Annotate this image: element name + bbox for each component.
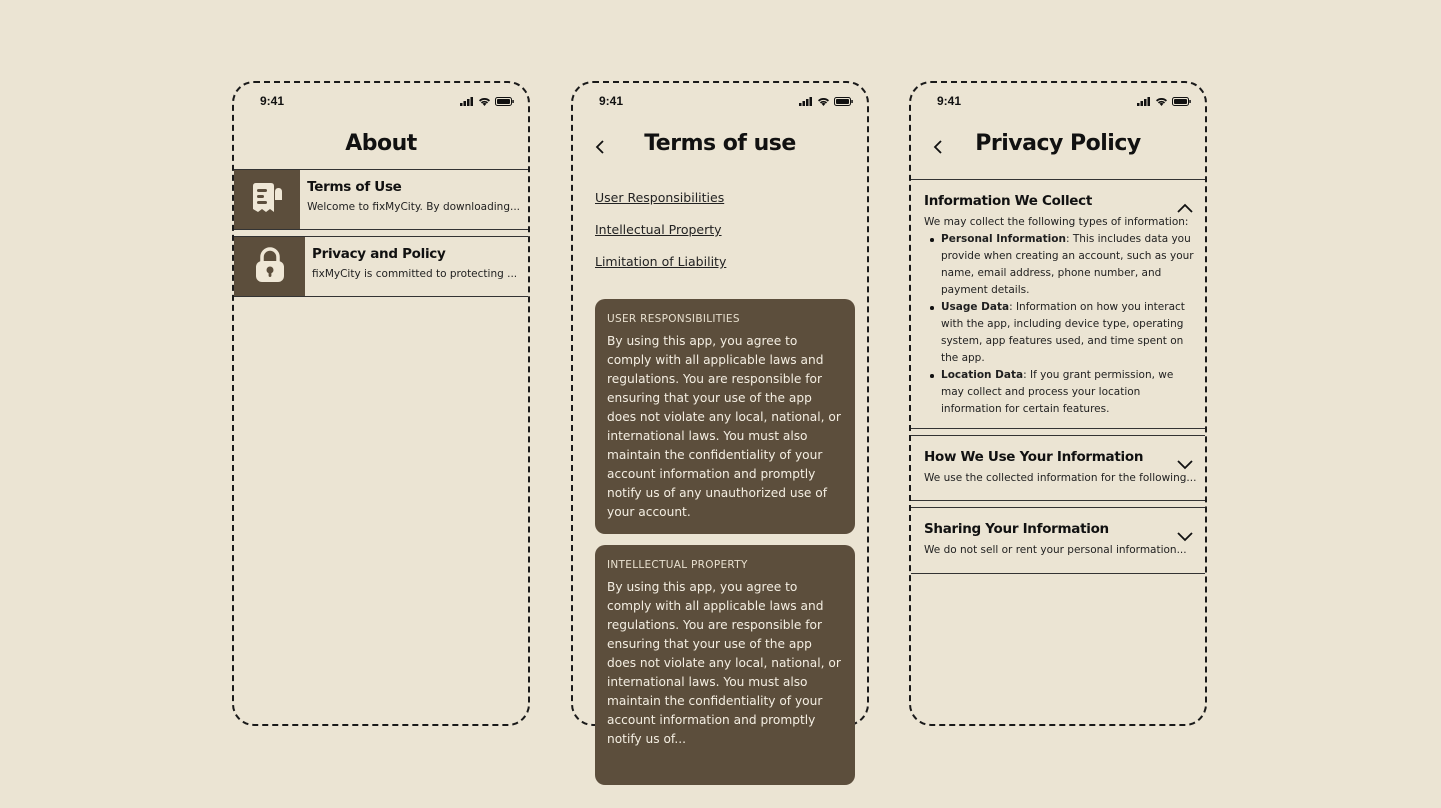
- receipt-icon: [249, 180, 285, 220]
- status-time: 9:41: [937, 94, 962, 108]
- status-time: 9:41: [260, 94, 285, 108]
- chevron-down-icon[interactable]: [1177, 455, 1193, 465]
- accordion-how-we-use-your-information[interactable]: [911, 435, 1205, 501]
- signal-icon: [460, 97, 474, 106]
- list-item: Usage Data: Information on how you interact with the app, including device type, operating system, app features used, and time spent on the app.: [924, 299, 1195, 367]
- link-user-responsibilities[interactable]: User Responsibilities: [595, 190, 725, 205]
- signal-icon: [799, 97, 813, 106]
- accordion-intro: We may collect the following types of information:: [924, 216, 1189, 228]
- about-item-privacy-policy[interactable]: [234, 236, 528, 297]
- chevron-down-icon[interactable]: [1177, 527, 1193, 537]
- status-time: 9:41: [599, 94, 624, 108]
- wifi-icon: [1155, 97, 1168, 106]
- accordion-desc: We do not sell or rent your personal information...: [924, 544, 1187, 556]
- page-title: Privacy Policy: [975, 131, 1141, 156]
- about-item-title: Privacy and Policy: [312, 246, 446, 262]
- privacy-screen: [909, 81, 1207, 726]
- accordion-sharing-your-information[interactable]: [911, 507, 1205, 573]
- accordion-desc: We use the collected information for the following...: [924, 472, 1197, 484]
- page-title: Terms of use: [644, 131, 796, 156]
- wifi-icon: [478, 97, 491, 106]
- list-item: Personal Information: This includes data you provide when creating an account, such as your name, email address, phone number, and payment details.: [924, 231, 1195, 299]
- terms-card-user-responsibilities: [595, 299, 855, 534]
- lock-icon: [252, 246, 288, 288]
- battery-icon: [495, 97, 514, 106]
- about-item-title: Terms of Use: [307, 179, 402, 195]
- signal-icon: [1137, 97, 1151, 106]
- info-bullet-list: [924, 231, 1195, 418]
- divider: [911, 500, 1205, 501]
- card-heading: USER RESPONSIBILITIES: [607, 313, 740, 325]
- list-item: Location Data: If you grant permission, we may collect and process your location information for certain features.: [924, 367, 1195, 418]
- status-bar: [234, 83, 528, 123]
- about-item-terms-of-use[interactable]: [234, 169, 528, 230]
- accordion-title: How We Use Your Information: [924, 449, 1144, 465]
- page-title: About: [345, 131, 417, 156]
- about-item-desc: Welcome to fixMyCity. By downloading...: [307, 201, 520, 213]
- link-limitation-of-liability[interactable]: Limitation of Liability: [595, 254, 727, 269]
- about-screen: [232, 81, 530, 726]
- card-body: By using this app, you agree to comply with all applicable laws and regulations. You are responsible for ensuring that your use of the app does not violate any local, national, or international laws. You must also maintain the confidentiality of your account information and promptly notify us of any unauthorized use of your account.: [607, 334, 841, 519]
- card-heading: INTELLECTUAL PROPERTY: [607, 559, 748, 571]
- wifi-icon: [817, 97, 830, 106]
- card-body: By using this app, you agree to comply with all applicable laws and regulations. You are responsible for ensuring that your use of the app does not violate any local, national, or international laws. You must also maintain the confidentiality of your account information and promptly notify us of...: [607, 580, 841, 746]
- accordion-title: Sharing Your Information: [924, 521, 1109, 537]
- accordion-title: Information We Collect: [924, 193, 1092, 209]
- divider: [911, 428, 1205, 429]
- about-item-desc: fixMyCity is committed to protecting ...: [312, 268, 518, 280]
- terms-screen: [571, 81, 869, 746]
- divider: [911, 573, 1205, 574]
- status-bar: [573, 83, 867, 123]
- battery-icon: [834, 97, 853, 106]
- battery-icon: [1172, 97, 1191, 106]
- link-intellectual-property[interactable]: Intellectual Property: [595, 222, 722, 237]
- terms-card-intellectual-property: [595, 545, 855, 785]
- chevron-up-icon[interactable]: [1177, 198, 1193, 208]
- status-bar: [911, 83, 1205, 123]
- accordion-information-we-collect[interactable]: [911, 179, 1205, 429]
